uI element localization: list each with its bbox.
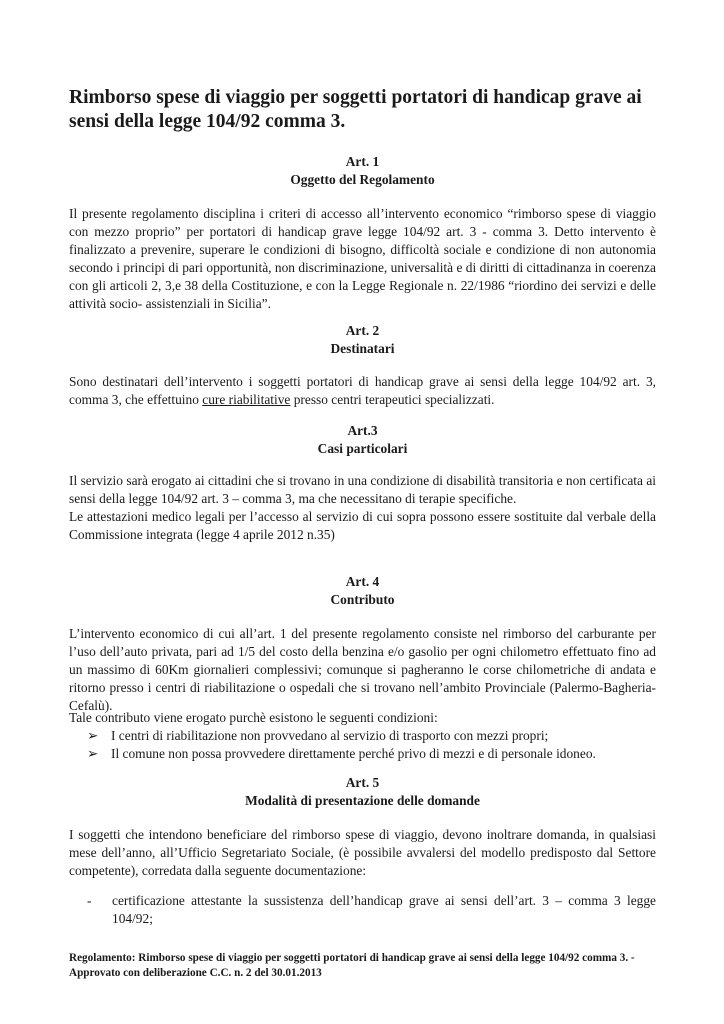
- article-2-underlined-text: cure riabilitative: [202, 392, 291, 407]
- article-2-heading: [69, 322, 656, 358]
- article-5-documents-list: [87, 892, 656, 928]
- article-4-heading: [69, 573, 656, 609]
- article-3-title: Casi particolari: [317, 441, 408, 456]
- article-3-heading: [69, 422, 656, 458]
- article-1-heading: [69, 153, 656, 189]
- dash-bullet-icon: -: [87, 893, 92, 908]
- document-title: Rimborso spese di viaggio per soggetti portatori di handicap grave ai sensi della legge 104/92 comma 3.: [69, 87, 642, 132]
- list-item: [87, 745, 667, 763]
- article-2-text-start: Sono destinatari dell’intervento i soggetti portatori di handicap grave ai sensi della legge 104/92 art. 3, comma 3, che effettuino: [69, 374, 656, 407]
- article-3-paragraph-1: Il servizio sarà erogato ai cittadini che si trovano in una condizione di disabilità transitoria e non certificata ai sensi della legge 104/92 art. 3 – comma 3, ma che necessitano di terapie specifiche.: [69, 473, 656, 506]
- article-4-paragraph-1: L’intervento economico di cui all’art. 1 del presente regolamento consiste nel rimborso del carburante per l’uso dell’auto privata, pari ad 1/5 del costo della benzina e/o gasolio per ogni chilometro effettuato fino ad un massimo di 60Km giornalieri complessivi; comunque si pagheranno le corse chilometriche di andata e ritorno presso i centri di riabilitazione o ospedali che si trovano nell’ambito Provinciale (Palermo-Bagheria-Cefalù).: [69, 626, 656, 713]
- article-2-text-end: presso centri terapeutici specializzati.: [290, 392, 495, 407]
- article-3-paragraph-2: Le attestazioni medico legali per l’accesso al servizio di cui sopra possono essere sostituite dal verbale della Commissione integrata (legge 4 aprile 2012 n.35): [69, 509, 656, 542]
- article-2-number: Art. 2: [345, 323, 380, 338]
- article-3-number: Art.3: [347, 423, 378, 438]
- list-item: [87, 892, 656, 928]
- article-4-title: Contributo: [330, 592, 395, 607]
- article-1-paragraph: Il presente regolamento disciplina i criteri di accesso all’intervento economico “rimborso spese di viaggio con mezzo proprio” per portatori di handicap grave legge 104/92 art. 3 - comma 3. Detto intervento è finalizzato a prevenire, superare le condizioni di bisogno, difficoltà sociale e condizione di non autonomia secondo i principi di pari opportunità, non discriminazione, universalità e di diritti di cittadinanza in coerenza con gli articoli 2, 3,e 38 della Costituzione, e con la Legge Regionale n. 22/1986 “riordino dei servizi e delle attività socio- assistenziali in Sicilia”.: [69, 206, 656, 311]
- arrow-bullet-icon: ➢: [87, 746, 99, 761]
- document-requirement-text: certificazione attestante la sussistenza dell’handicap grave ai sensi dell’art. 3 – comma 3 legge 104/92;: [112, 893, 656, 926]
- condition-text: I centri di riabilitazione non provvedano al servizio di trasporto con mezzi propri;: [111, 728, 549, 743]
- article-1-title: Oggetto del Regolamento: [290, 172, 435, 187]
- article-2-title: Destinatari: [330, 341, 395, 356]
- article-4-number: Art. 4: [345, 574, 380, 589]
- article-4-conditions-list: [87, 727, 667, 763]
- page-footer: Regolamento: Rimborso spese di viaggio per soggetti portatori di handicap grave ai sensi della legge 104/92 comma 3. - Approvato con deliberazione C.C. n. 2 del 30.01.2013: [69, 952, 635, 979]
- arrow-bullet-icon: ➢: [87, 728, 99, 743]
- article-5-number: Art. 5: [345, 775, 380, 790]
- article-5-title: Modalità di presentazione delle domande: [245, 793, 480, 808]
- list-item: [87, 727, 667, 745]
- article-5-heading: [69, 774, 656, 810]
- condition-text: Il comune non possa provvedere direttamente perché privo di mezzi e di personale idoneo.: [111, 746, 596, 761]
- article-1-number: Art. 1: [345, 154, 380, 169]
- article-4-paragraph-2: Tale contributo viene erogato purchè esistono le seguenti condizioni:: [69, 710, 438, 725]
- article-2-paragraph: [69, 373, 656, 409]
- article-5-paragraph: I soggetti che intendono beneficiare del rimborso spese di viaggio, devono inoltrare domanda, in qualsiasi mese dell’anno, all’Ufficio Segretariato Sociale, (è possibile avvalersi del modello predisposto dal Settore competente), corredata dalla seguente documentazione:: [69, 827, 656, 878]
